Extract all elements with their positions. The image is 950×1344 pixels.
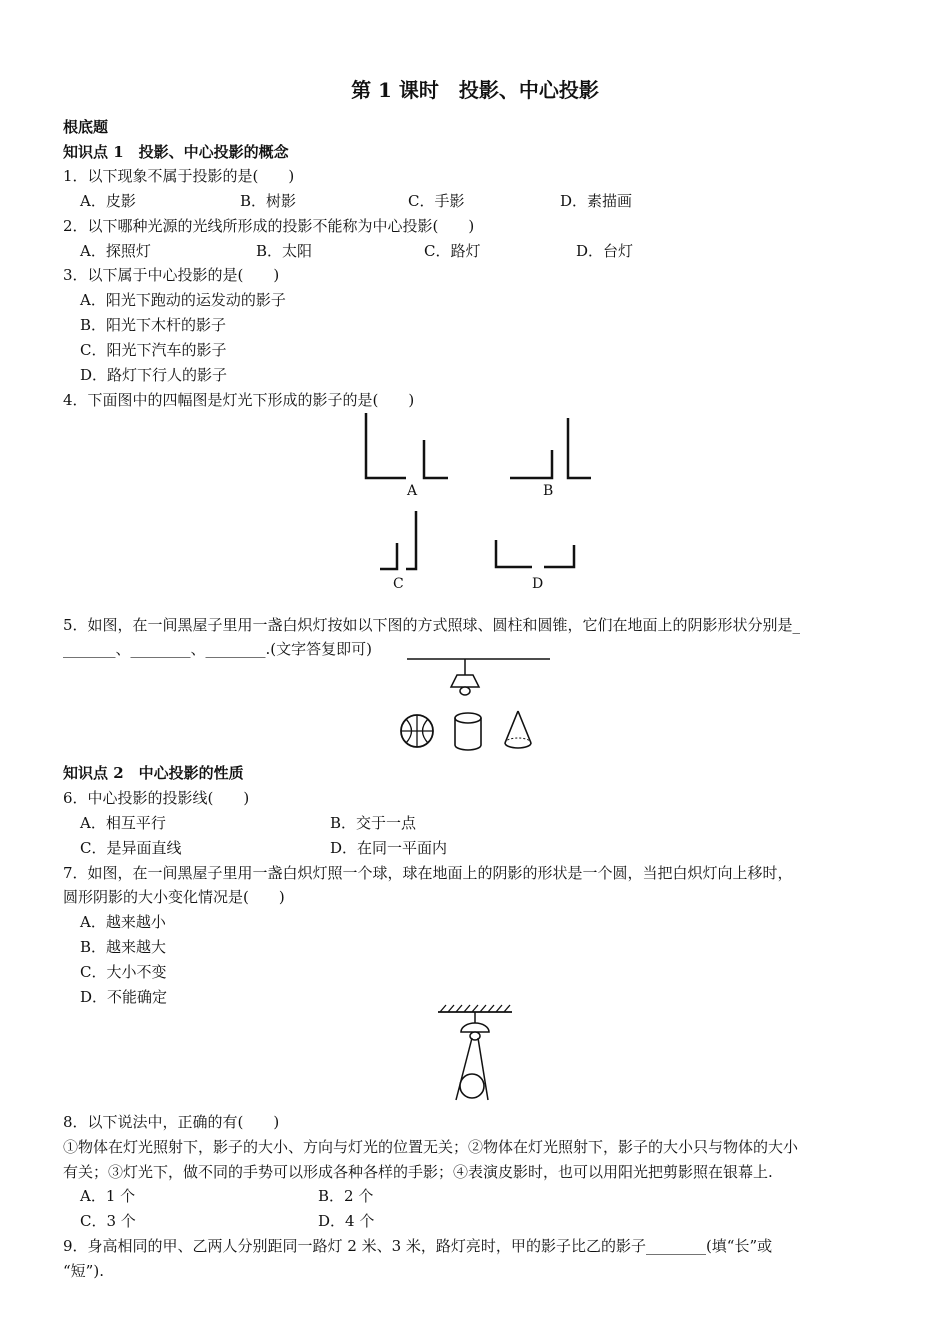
question-7-option-b: B．越来越大: [80, 938, 167, 956]
question-2-option-a: A．探照灯: [80, 242, 151, 260]
question-8-option-b: B．2 个: [318, 1187, 374, 1205]
figure-c-label: C: [393, 576, 404, 592]
question-3-option-c: C．阳光下汽车的影子: [80, 341, 227, 359]
question-6-stem: 6．中心投影的投影线( ): [63, 789, 250, 807]
question-7-option-d: D．不能确定: [80, 988, 168, 1006]
lamp-ball-cylinder-cone-figure: [395, 655, 555, 755]
knowledge-point-1-heading: 知识点 1 投影、中心投影的概念: [63, 143, 289, 161]
question-2-option-b: B．太阳: [256, 242, 313, 260]
hanging-lamp-ball-figure: [430, 1000, 520, 1110]
figure-a-label: A: [407, 483, 418, 499]
question-6-option-c: C．是异面直线: [80, 839, 182, 857]
question-5-line-1: 5．如图，在一间黑屋子里用一盏白炽灯按如以下图的方式照球、圆柱和圆锥，它们在地面上的阴影形状分别是_: [63, 616, 801, 634]
question-6-option-b: B．交于一点: [330, 814, 417, 832]
question-8-line-2: 有关；③灯光下，做不同的手势可以形成各种各样的手影；④表演皮影时，也可以用阳光把剪影照在银幕上.: [63, 1163, 773, 1181]
question-6-option-a: A．相互平行: [80, 814, 166, 832]
question-6-option-d: D．在同一平面内: [330, 839, 448, 857]
figure-d-label: D: [532, 576, 544, 592]
question-8-option-a: A．1 个: [80, 1187, 136, 1205]
question-8-option-d: D．4 个: [318, 1212, 375, 1230]
figure-b-label: B: [543, 483, 554, 499]
question-7-option-c: C．大小不变: [80, 963, 167, 981]
question-7-line-1: 7．如图，在一间黑屋子里用一盏白炽灯照一个球，球在地面上的阴影的形状是一个圆，当把白炽灯向上移时，: [63, 864, 793, 882]
question-2-option-d: D．台灯: [576, 242, 634, 260]
question-2-stem: 2．以下哪种光源的光线所形成的投影不能称为中心投影( ): [63, 217, 475, 235]
page-title: 第 1 课时 投影、中心投影: [351, 78, 599, 102]
question-3-option-b: B．阳光下木杆的影子: [80, 316, 227, 334]
shadow-figure-d: [490, 535, 585, 575]
question-5-line-2: _______、________、________.(文字答复即可): [63, 640, 372, 658]
question-3-stem: 3．以下属于中心投影的是( ): [63, 266, 280, 284]
question-2-option-c: C．路灯: [424, 242, 481, 260]
question-8-stem: 8．以下说法中，正确的有( ): [63, 1113, 280, 1131]
section-label: 根底题: [63, 118, 109, 136]
question-3-option-d: D．路灯下行人的影子: [80, 366, 228, 384]
shadow-figure-c: [375, 505, 435, 575]
question-9-line-2: “短”).: [63, 1262, 104, 1280]
question-1-option-d: D．素描画: [560, 192, 633, 210]
question-1-option-c: C．手影: [408, 192, 465, 210]
knowledge-point-2-heading: 知识点 2 中心投影的性质: [63, 764, 244, 782]
question-3-option-a: A．阳光下跑动的运发动的影子: [80, 291, 286, 309]
question-1-option-b: B．树影: [240, 192, 297, 210]
question-7-line-2: 圆形阴影的大小变化情况是( ): [63, 888, 285, 906]
question-8-option-c: C．3 个: [80, 1212, 136, 1230]
question-1-stem: 1．以下现象不属于投影的是( ): [63, 167, 295, 185]
question-1-option-a: A．皮影: [80, 192, 136, 210]
question-8-line-1: ①物体在灯光照射下，影子的大小、方向与灯光的位置无关；②物体在灯光照射下，影子的大小只与物体的大小: [63, 1138, 799, 1156]
question-7-option-a: A．越来越小: [80, 913, 166, 931]
question-9-line-1: 9．身高相同的甲、乙两人分别距同一路灯 2 米、3 米，路灯亮时，甲的影子比乙的影子________(填“长”或: [63, 1237, 773, 1255]
question-4-stem: 4．下面图中的四幅图是灯光下形成的影子的是( ): [63, 391, 415, 409]
